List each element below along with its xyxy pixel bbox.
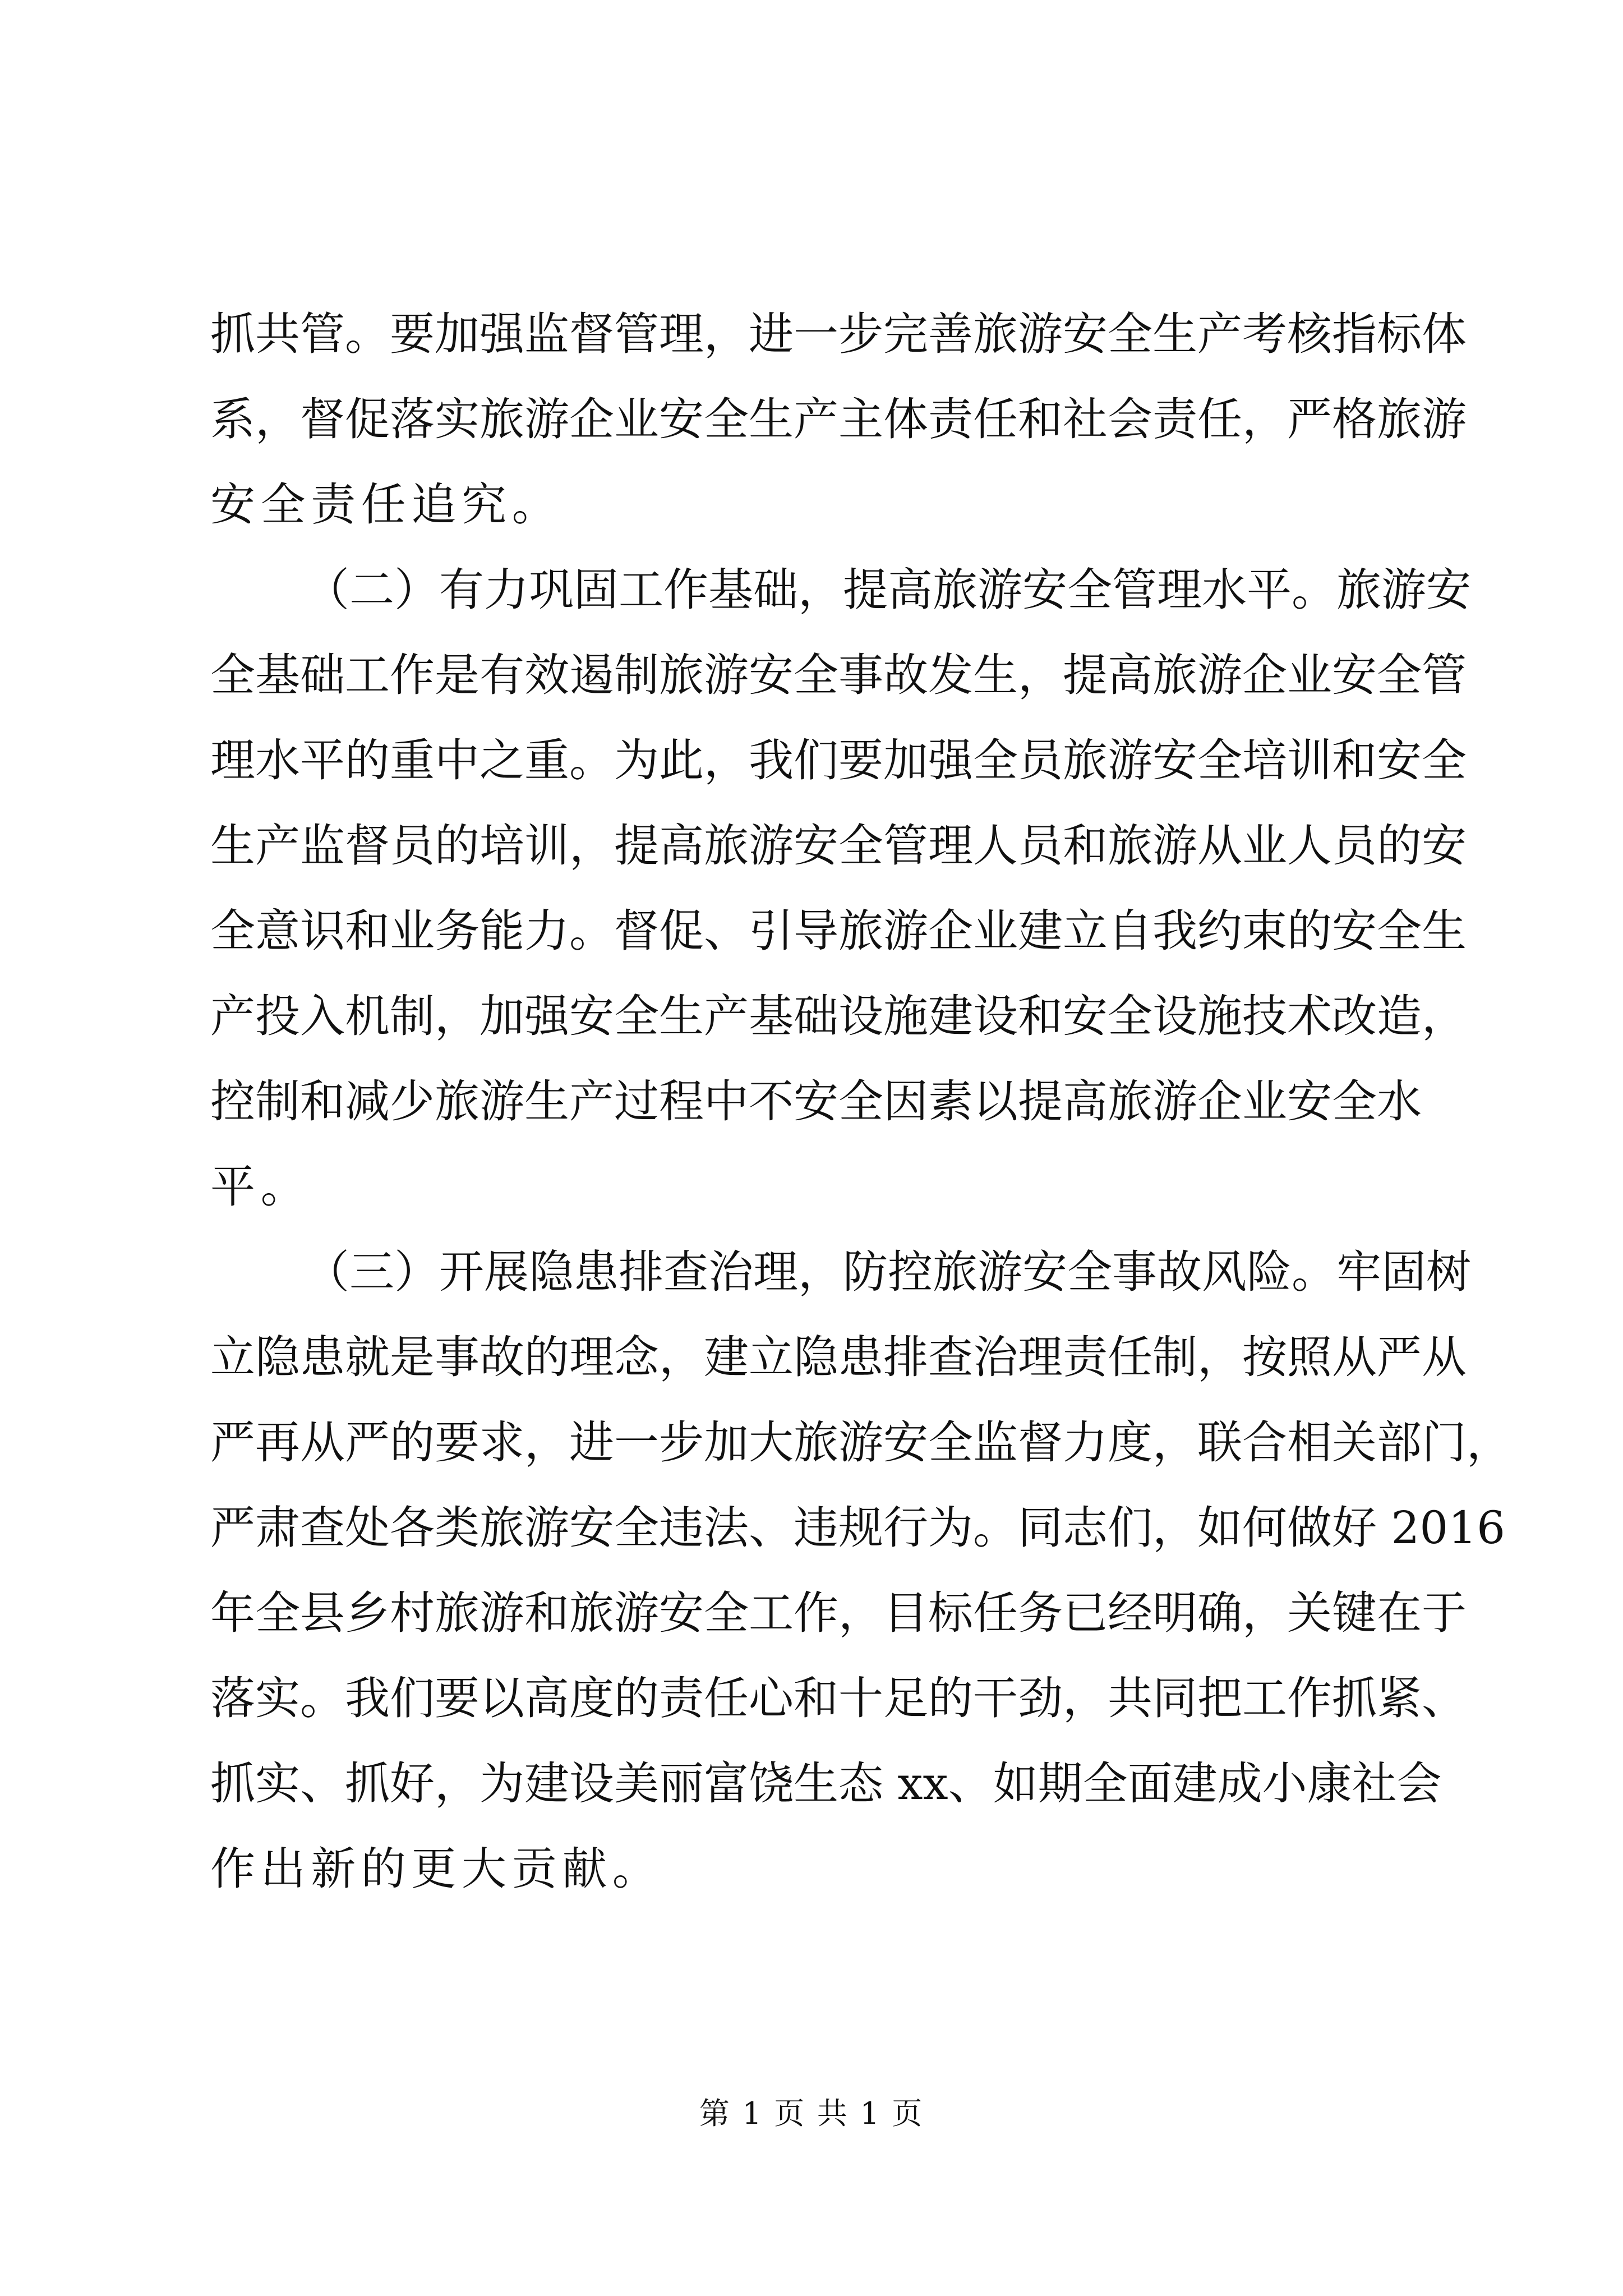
document-body <box>210 292 1511 1912</box>
text-line: 安全责任追究。 <box>210 478 562 531</box>
text-line: 控制和减少旅游生产过程中不安全因素以提高旅游企业安全水 <box>210 1075 1422 1128</box>
text-line: 平。 <box>210 1161 311 1213</box>
text-line: 抓共管。要加强监督管理，进一步完善旅游安全生产考核指标体 <box>210 308 1467 360</box>
text-line: 理水平的重中之重。为此，我们要加强全员旅游安全培训和安全 <box>210 734 1467 786</box>
text-line: 抓实、抓好，为建设美丽富饶生态 xx、如期全面建成小康社会 <box>210 1757 1442 1810</box>
text-line: 严再从严的要求，进一步加大旅游安全监督力度，联合相关部门， <box>210 1416 1511 1469</box>
text-line: 严肃查处各类旅游安全违法、违规行为。同志们，如何做好 2016 <box>210 1502 1506 1554</box>
paragraph-heading-line: （三）开展隐患排查治理，防控旅游安全事故风险。牢固树 <box>305 1246 1471 1298</box>
paragraph-heading-line: （二）有力巩固工作基础，提高旅游安全管理水平。旅游安 <box>305 564 1471 616</box>
text-line: 全基础工作是有效遏制旅游安全事故发生，提高旅游企业安全管 <box>210 649 1467 701</box>
text-line: 年全县乡村旅游和旅游安全工作，目标任务已经明确，关键在于 <box>210 1587 1467 1639</box>
text-line: 作出新的更大贡献。 <box>210 1843 663 1895</box>
page-number-footer: 第 1 页 共 1 页 <box>699 2096 924 2131</box>
text-line: 生产监督员的培训，提高旅游安全管理人员和旅游从业人员的安 <box>210 820 1467 872</box>
text-line: 立隐患就是事故的理念，建立隐患排查治理责任制，按照从严从 <box>210 1331 1467 1383</box>
text-line: 系，督促落实旅游企业安全生产主体责任和社会责任，严格旅游 <box>210 393 1467 445</box>
text-line: 产投入机制，加强安全生产基础设施建设和安全设施技术改造， <box>210 990 1467 1042</box>
text-line: 全意识和业务能力。督促、引导旅游企业建立自我约束的安全生 <box>210 905 1467 957</box>
text-line: 落实。我们要以高度的责任心和十足的干劲，共同把工作抓紧、 <box>210 1672 1467 1724</box>
